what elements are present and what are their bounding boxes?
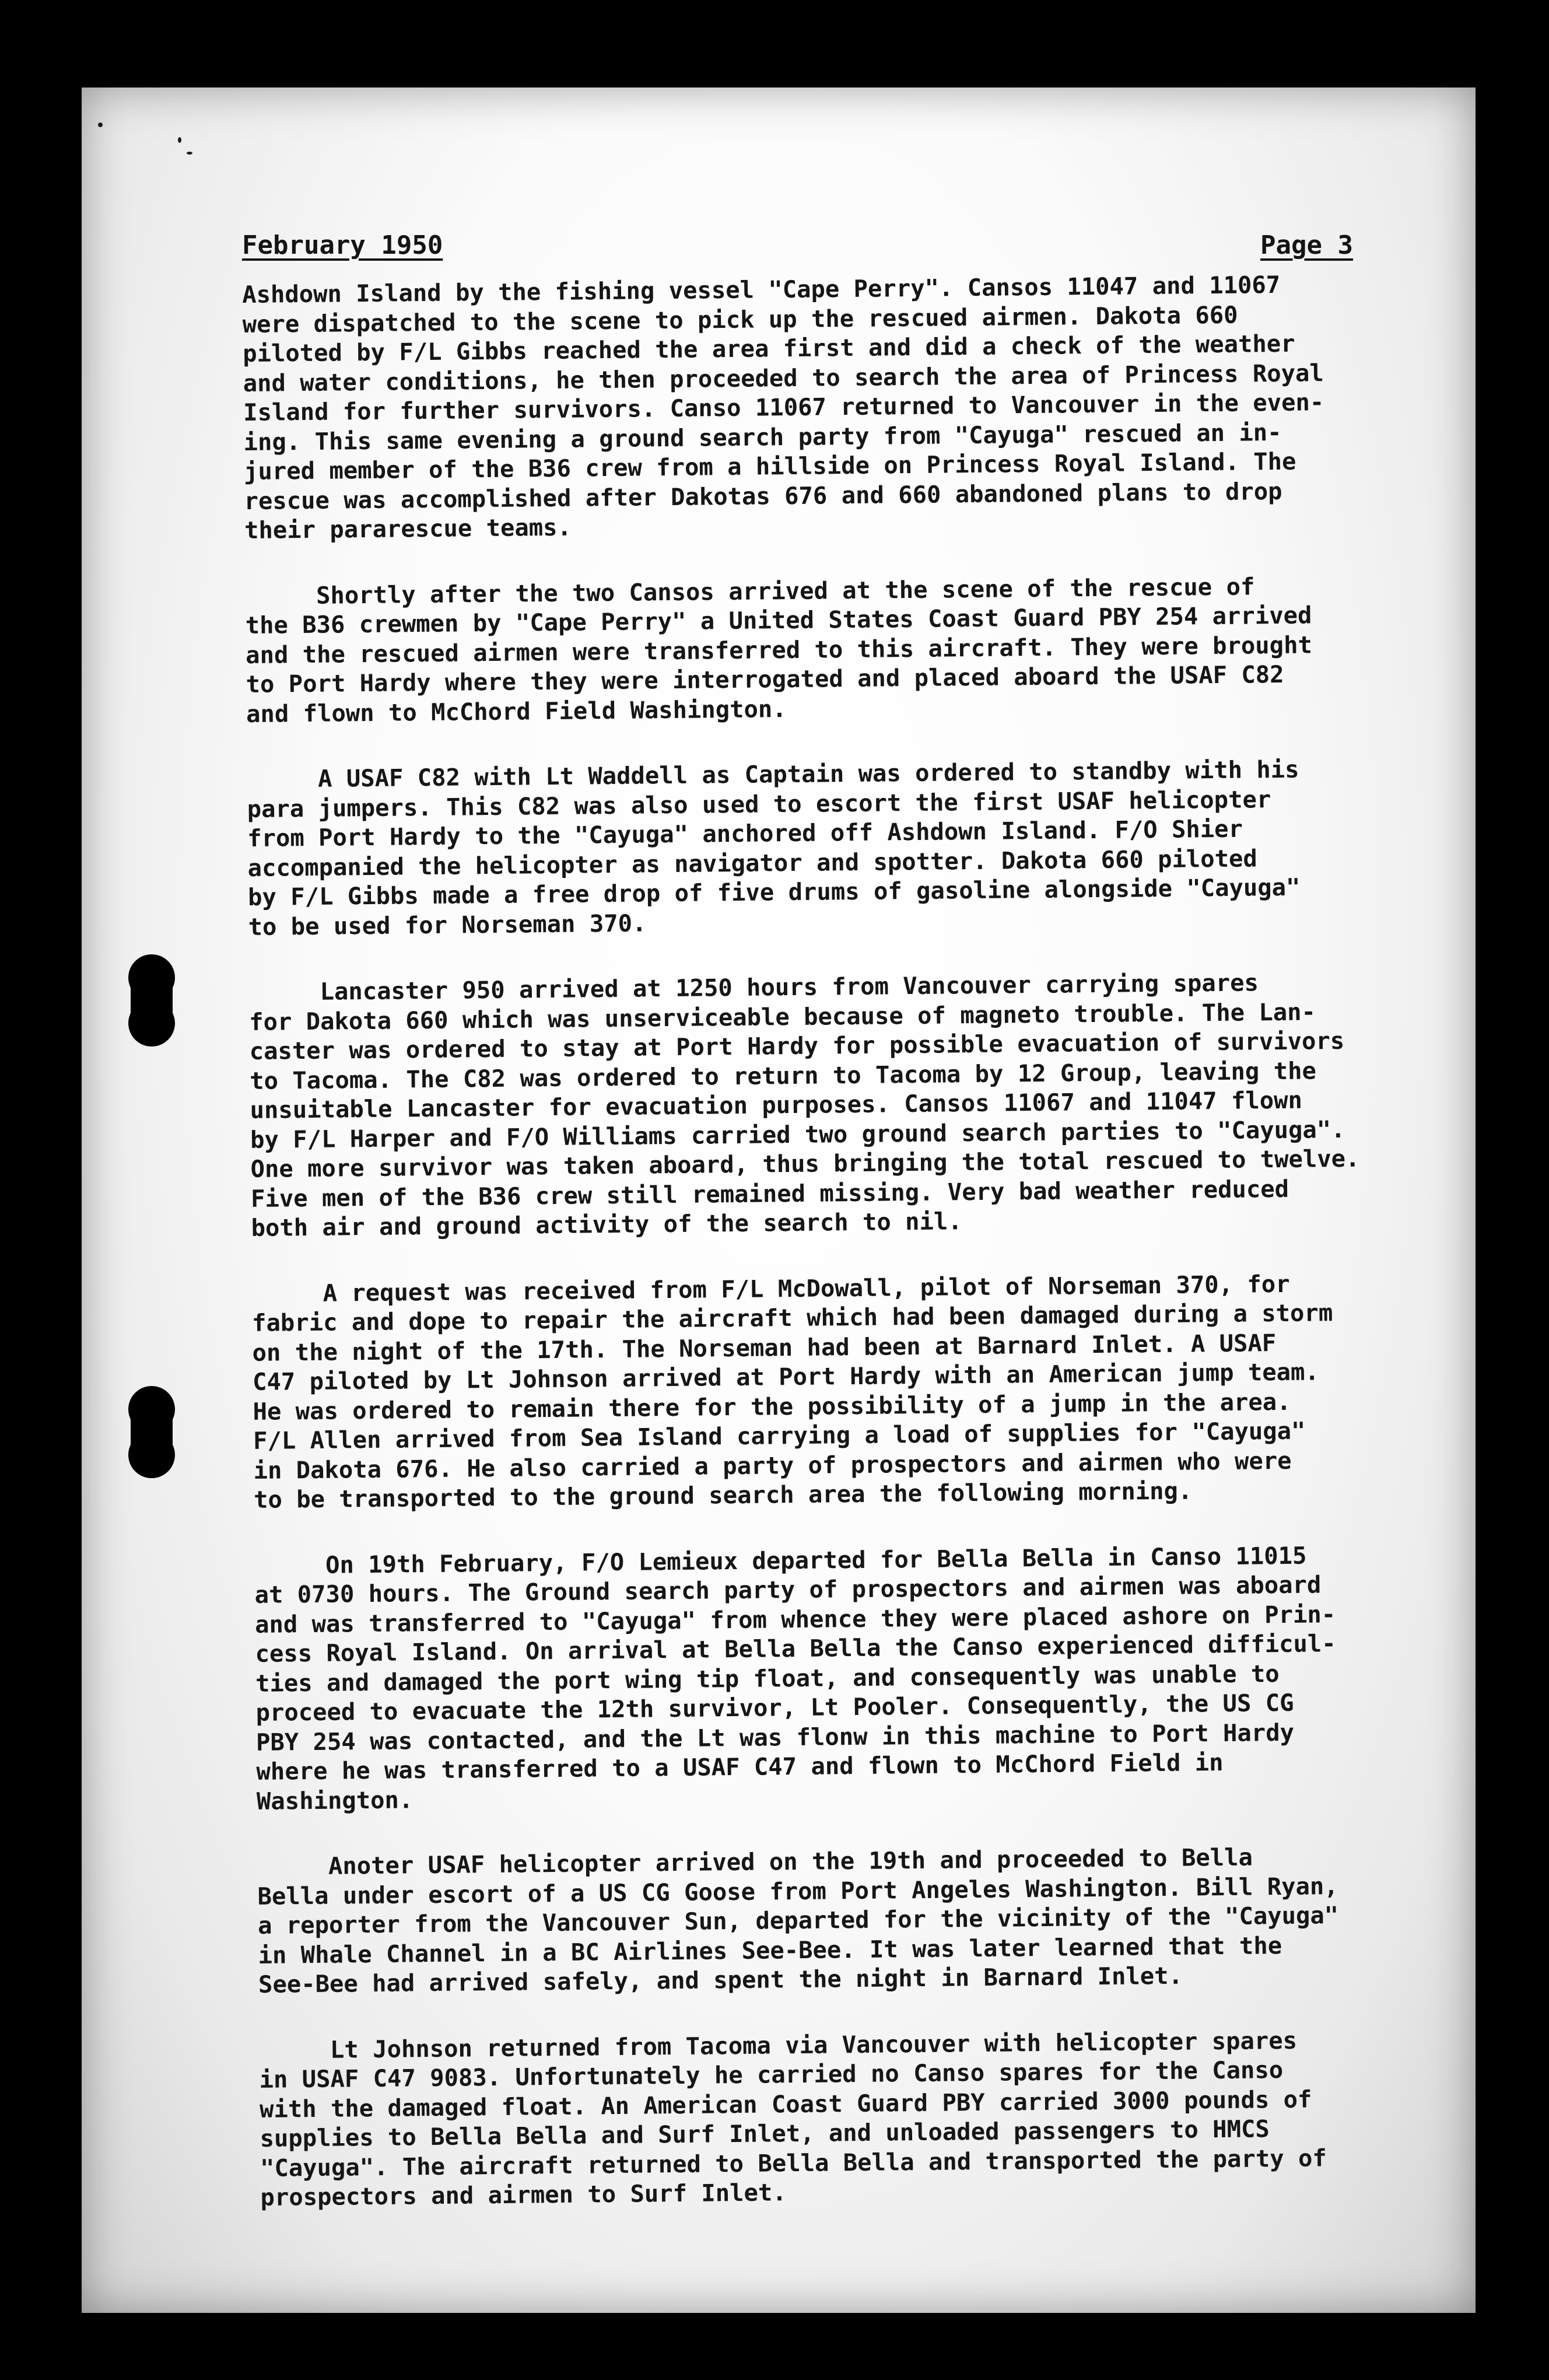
text-line: para jumpers. This C82 was also used to escort the first USAF helicopter — [247, 785, 1271, 823]
page-number: Page 3 — [1260, 230, 1353, 260]
text-line: Island for further survivors. Canso 11067 returned to Vancouver in the even- — [243, 388, 1324, 426]
paragraph — [248, 967, 1388, 1242]
ink-speck — [98, 123, 103, 127]
text-line: prospectors and airmen to Surf Inlet. — [260, 2178, 787, 2211]
text-line: and was transferred to "Cayuga" from whence they were placed ashore on Prin- — [254, 1600, 1336, 1639]
text-line: Bella under escort of a US CG Goose from Port Angeles Washington. Bill Ryan, — [257, 1871, 1338, 1910]
paragraph — [245, 570, 1383, 729]
text-line: the B36 crewmen by "Cape Perry" a United States Coast Guard PBY 254 arrived — [245, 601, 1312, 639]
text-line: ties and damaged the port wing tip float, and consequently was unable to — [255, 1659, 1280, 1698]
text-line: where he was transferred to a USAF C47 and flown to McChord Field in — [256, 1748, 1224, 1786]
text-line: from Port Hardy to the "Cayuga" anchored off Ashdown Island. F/O Shier — [247, 814, 1243, 852]
text-line: jured member of the B36 crew from a hillside on Princess Royal Island. The — [243, 447, 1296, 485]
text-line: Lancaster 950 arrived at 1250 hours from Vancouver carrying spares — [248, 968, 1259, 1006]
paragraph — [242, 269, 1382, 545]
text-line: On 19th February, F/O Lemieux departed for Bella Bella in Canso 11015 — [254, 1541, 1307, 1580]
paragraph — [259, 2025, 1398, 2213]
text-line: and the rescued airmen were transferred to this aircraft. They were brought — [245, 630, 1313, 669]
text-line: for Dakota 660 which was unserviceable because of magneto trouble. The Lan- — [248, 997, 1316, 1036]
text-line: at 0730 hours. The Ground search party of prospectors and airmen was aboard — [254, 1570, 1322, 1609]
text-line: cess Royal Island. On arrival at Bella Bella the Canso experienced difficul- — [255, 1629, 1336, 1668]
text-line: in Dakota 676. He also carried a party of prospectors and airmen who were — [253, 1446, 1292, 1485]
text-line: accompanied the helicopter as navigator and spotter. Dakota 660 piloted — [247, 844, 1258, 882]
text-line: supplies to Bella Bella and Surf Inlet, and unloaded passengers to HMCS — [260, 2115, 1270, 2152]
text-line: rescue was accomplished after Dakotas 676 and 660 abandoned plans to drop — [244, 477, 1282, 515]
text-line: were dispatched to the scene to pick up the rescued airmen. Dakota 660 — [242, 300, 1238, 338]
text-line: A request was received from F/L McDowall, pilot of Norseman 370, for — [251, 1269, 1290, 1308]
text-line: caster was ordered to stay at Port Hardy for possible evacuation of survivors — [249, 1026, 1345, 1065]
text-line: unsuitable Lancaster for evacuation purposes. Cansos 11067 and 11047 flown — [250, 1086, 1303, 1124]
text-line: with the damaged float. An American Coast Guard PBY carried 3000 pounds of — [259, 2085, 1312, 2123]
text-line: a reporter from the Vancouver Sun, departed for the vicinity of the "Cayuga" — [257, 1901, 1339, 1940]
paragraph — [251, 1268, 1391, 1515]
text-line: and flown to McChord Field Washington. — [246, 694, 787, 728]
text-line: in USAF C47 9083. Unfortunately he carried no Canso spares for the Canso — [259, 2056, 1284, 2094]
text-line: both air and ground activity of the search to nil. — [251, 1207, 962, 1242]
text-line: proceed to evacuate the 12th survivor, Lt Pooler. Consequently, the US CG — [255, 1688, 1294, 1727]
text-line: their pararescue teams. — [244, 513, 572, 544]
text-line: to be transported to the ground search area the following morning. — [253, 1476, 1193, 1514]
text-line: "Cayuga". The aircraft returned to Bella Bella and transported the party of — [260, 2143, 1327, 2182]
document-page — [82, 88, 1476, 2313]
text-line: Washington. — [256, 1785, 413, 1815]
text-line: Ashdown Island by the fishing vessel "Cape Perry". Cansos 11047 and 11067 — [242, 270, 1281, 309]
page-header — [242, 230, 1353, 271]
text-line: Lt Johnson returned from Tacoma via Vancouver with helicopter spares — [258, 2026, 1298, 2064]
text-line: Shortly after the two Cansos arrived at the scene of the rescue of — [244, 572, 1255, 610]
text-line: Anoter USAF helicopter arrived on the 19th and proceeded to Bella — [257, 1843, 1253, 1881]
text-line: ing. This same evening a ground search party from "Cayuga" rescued an in- — [243, 418, 1282, 456]
ink-speck — [187, 152, 192, 155]
punch-hole-bottom — [131, 1388, 173, 1476]
text-line: to be used for Norseman 370. — [248, 908, 647, 941]
text-line: He was ordered to remain there for the possibility of a jump in the area. — [253, 1387, 1291, 1426]
text-line: piloted by F/L Gibbs reached the area first and did a check of the weather — [242, 329, 1295, 368]
text-line: by F/L Gibbs made a free drop of five drums of gasoline alongside "Cayuga" — [247, 873, 1301, 911]
text-line: See-Bee had arrived safely, and spent the night in Barnard Inlet. — [258, 1961, 1183, 1999]
text-line: F/L Allen arrived from Sea Island carrying a load of supplies for "Cayuga" — [253, 1416, 1306, 1455]
text-line: Five men of the B36 crew still remained missing. Very bad weather reduced — [250, 1174, 1289, 1213]
text-line: C47 piloted by Lt Johnson arrived at Port Hardy with an American jump team. — [252, 1357, 1320, 1396]
text-line: PBY 254 was contacted, and the Lt was flonw in this machine to Port Hardy — [255, 1718, 1295, 1756]
text-line: fabric and dope to repair the aircraft which had been damaged during a storm — [251, 1298, 1333, 1337]
paragraph — [247, 754, 1386, 942]
text-line: to Tacoma. The C82 was ordered to return to Tacoma by 12 Group, leaving the — [249, 1056, 1317, 1095]
text-line: in Whale Channel in a BC Airlines See-Bee. It was later learned that the — [258, 1931, 1282, 1969]
text-line: by F/L Harper and F/O Williams carried two ground search parties to "Cayuga". — [250, 1115, 1345, 1154]
paragraph — [254, 1540, 1394, 1816]
text-line: and water conditions, he then proceeded to search the area of Princess Royal — [243, 358, 1324, 397]
punch-hole-top — [131, 957, 173, 1044]
text-line: A USAF C82 with Lt Waddell as Captain was ordered to standby with his — [246, 755, 1299, 793]
text-line: on the night of the 17th. The Norseman had been at Barnard Inlet. A USAF — [252, 1328, 1277, 1367]
paragraph — [257, 1841, 1396, 1999]
header-date: February 1950 — [242, 230, 443, 260]
text-line: One more survivor was taken aboard, thus bringing the total rescued to twelve. — [250, 1144, 1360, 1183]
ink-speck — [178, 137, 181, 143]
text-line: to Port Hardy where they were interrogated and placed aboard the USAF C82 — [246, 660, 1284, 698]
body-text — [242, 269, 1398, 2212]
